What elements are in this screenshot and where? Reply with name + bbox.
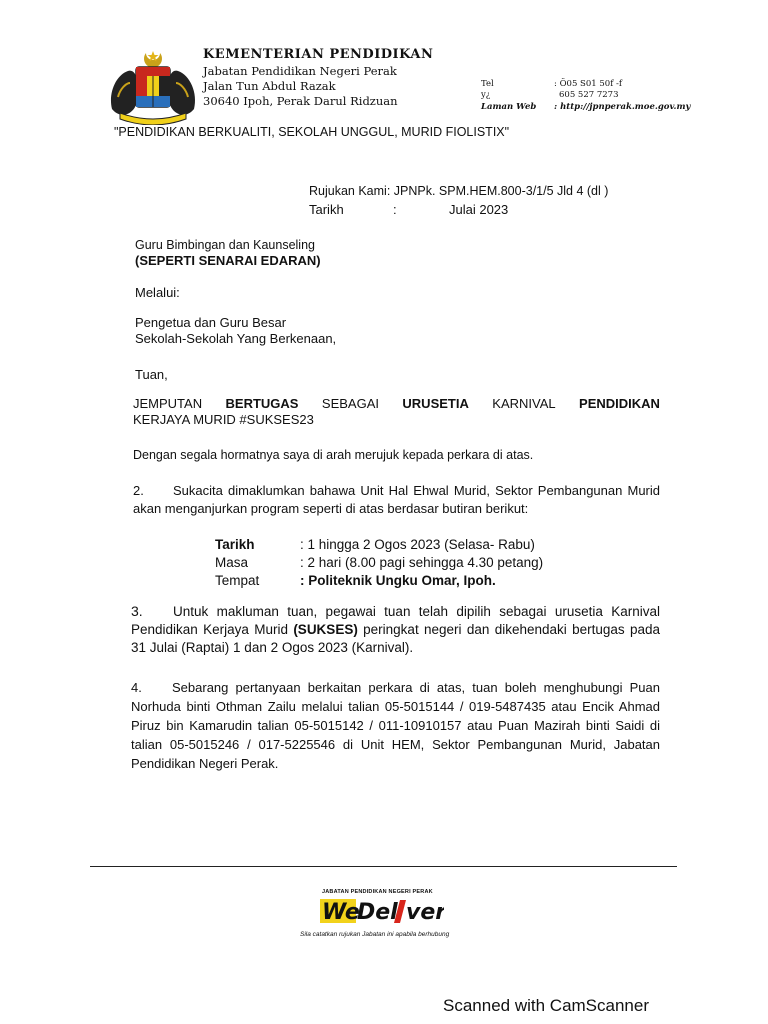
address-line-3: 30640 Ipoh, Perak Darul Ridzuan [203, 94, 398, 108]
via-label: Melalui: [135, 285, 180, 300]
detail-value: : 2 hari (8.00 pagi sehingga 4.30 petang) [300, 555, 544, 570]
recipient-line-2: (SEPERTI SENARAI EDARAN) [135, 253, 321, 268]
contact-label-fax: y¿ [481, 90, 491, 100]
contact-label-web: Laman Web [481, 102, 537, 112]
camscanner-watermark: Scanned with CamScanner [443, 996, 650, 1015]
subject-word: PENDIDIKAN [579, 396, 660, 411]
subject-word: KARNIVAL [492, 396, 556, 411]
contact-label-tel: Tel [481, 79, 494, 89]
detail-row [215, 572, 543, 590]
subject-line-2: KERJAYA MURID #SUKSES23 [133, 412, 314, 427]
recipient-line-1: Guru Bimbingan dan Kaunseling [135, 238, 315, 252]
event-details [215, 536, 543, 590]
detail-label: Tarikh [215, 537, 255, 552]
detail-value: : 1 hingga 2 Ogos 2023 (Selasa- Rabu) [300, 537, 535, 552]
svg-text:Del: Del [357, 900, 398, 925]
detail-row [215, 536, 543, 554]
sukses-bold: (SUKSES) [293, 622, 358, 637]
contact-value-fax: 605 527 7273 [559, 90, 619, 100]
reference-number: Rujukan Kami: JPNPk. SPM.HEM.800-3/1/5 Jld 4 (dl ) [309, 184, 609, 198]
paragraph-text: Untuk makluman tuan, pegawai tuan telah dipilih sebagai urusetia Karnival Pendidikan Kerjaya Murid [131, 604, 660, 637]
paragraph-number: 4. [131, 680, 142, 695]
ministry-name: KEMENTERIAN PENDIDIKAN [203, 47, 434, 62]
detail-row [215, 554, 543, 572]
subject-word: SEBAGAI [321, 396, 379, 411]
svg-text:ver: ver [406, 900, 444, 925]
ministry-slogan: "PENDIDIKAN BERKUALITI, SEKOLAH UNGGUL, MURID FIOLISTIX" [114, 125, 510, 139]
subject-word: URUSETIA [402, 396, 469, 411]
via-line-1: Pengetua dan Guru Besar [135, 315, 287, 330]
footer-divider [90, 866, 677, 867]
contact-value-web: : http://jpnperak.moe.gov.my [554, 102, 691, 112]
wedeliver-logo-graphic [320, 896, 444, 926]
paragraph-number: 2. [133, 483, 144, 498]
date-label: Tarikh [309, 202, 344, 217]
paragraph-text: Sebarang pertanyaan berkaitan perkara di atas, tuan boleh menghubungi Puan Norhuda binti Othman Zailu melalui talian 05-5015144 / 019-5487435 atau Encik Ahmad Piruz bin Kamarudin talian 05-5015142 / 011-10910157 atau Puan Mazirah binti Saidi di talian 05-5015246 / 017-5225546 di Unit HEM, Sektor Pembangunan Murid, Jabatan Pendidikan Negeri Perak. [131, 680, 660, 771]
date-separator: : [393, 202, 397, 217]
svg-text:We: We [322, 900, 360, 925]
paragraph-4 [131, 678, 660, 773]
wedeliver-logo [320, 896, 444, 926]
subject-word: JEMPUTAN [133, 396, 203, 411]
intro-paragraph: Dengan segala hormatnya saya di arah merujuk kepada perkara di atas. [133, 448, 534, 462]
detail-label: Tempat [215, 573, 260, 588]
paragraph-text: Sukacita dimaklumkan bahawa Unit Hal Ehwal Murid, Sektor Pembangunan Murid akan menganjurkan program seperti di atas berdasar butiran berikut: [133, 483, 660, 516]
detail-value: : Politeknik Ungku Omar, Ipoh. [300, 573, 496, 588]
date-value: Julai 2023 [449, 202, 509, 217]
address-line-2: Jalan Tun Abdul Razak [203, 79, 336, 93]
paragraph-text: peringkat negeri dan dikehendaki bertugas pada 31 Julai (Raptai) 1 dan 2 Ogos 2023 (Karnival). [131, 622, 660, 655]
government-crest-logo [106, 49, 200, 125]
paragraph-2 [133, 482, 660, 518]
detail-label: Masa [215, 555, 249, 570]
footer-note: Sila catatkan rujukan Jabatan ini apabila berhubung [300, 931, 450, 938]
address-line-1: Jabatan Pendidikan Negeri Perak [203, 64, 397, 78]
contact-value-tel: : Ö05 S01 50f -f [554, 79, 623, 89]
paragraph-3 [131, 602, 660, 657]
via-line-2: Sekolah-Sekolah Yang Berkenaan, [135, 331, 337, 346]
subject-word: BERTUGAS [225, 396, 299, 411]
salutation: Tuan, [135, 367, 168, 382]
wedeliver-caption: JABATAN PENDIDIKAN NEGERI PERAK [322, 889, 433, 895]
paragraph-number: 3. [131, 603, 143, 619]
